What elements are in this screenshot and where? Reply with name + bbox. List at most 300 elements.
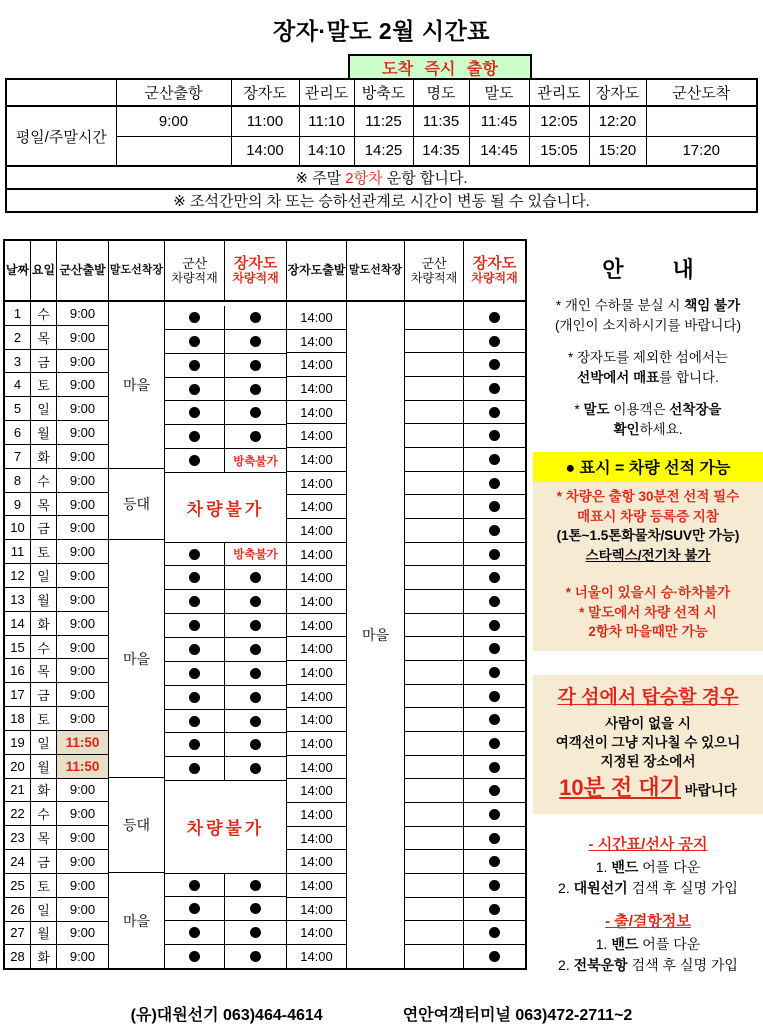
day-cell: 일	[31, 898, 56, 922]
empty-load-cell	[405, 945, 463, 968]
boarding-line: 사람이 없을 시	[605, 715, 691, 731]
date-cell: 7	[5, 445, 30, 469]
date-cell: 1	[5, 302, 30, 326]
time-cell: 12:20	[589, 106, 646, 136]
day-cell: 금	[31, 683, 56, 707]
vehicle-allowed-dot-icon	[189, 763, 200, 774]
right-jangja-load-cell	[464, 661, 525, 685]
jangja-load-cell	[225, 590, 286, 613]
time-cell: 15:05	[529, 136, 589, 166]
date-cell: 16	[5, 659, 30, 683]
gunsan-depart-cell: 9:00	[57, 922, 108, 946]
gunsan-depart-cell: 9:00	[57, 516, 108, 540]
jangja-load-cell	[225, 378, 286, 401]
date-cell: 10	[5, 516, 30, 540]
notice-line	[533, 368, 763, 388]
day-cell: 토	[31, 707, 56, 731]
page-title: 장자·말도 2월 시간표	[273, 18, 490, 44]
column-header	[225, 241, 286, 300]
vehicle-allowed-dot-icon	[250, 431, 261, 442]
text-segment: 밴드	[611, 935, 639, 952]
date-cell: 24	[5, 850, 30, 874]
day-cell: 금	[31, 350, 56, 374]
notice-group	[533, 348, 763, 388]
vehicle-allowed-dot-icon	[250, 360, 261, 371]
date-cell: 17	[5, 683, 30, 707]
band-section	[533, 911, 763, 976]
time-cell: 11:35	[413, 106, 469, 136]
text-segment: 선박에서 매표	[577, 370, 660, 385]
text-segment: 책임 불가	[684, 298, 741, 313]
empty-load-cell	[405, 424, 463, 448]
vehicle-allowed-dot-icon	[489, 478, 500, 489]
jangja-depart-cell: 14:00	[287, 353, 346, 377]
vehicle-allowed-dot-icon	[489, 336, 500, 347]
day-cell: 월	[31, 588, 56, 612]
text-segment: 운항 합니다.	[382, 170, 468, 187]
gunsan-load-cell	[165, 638, 225, 661]
gunsan-depart-cell: 9:00	[57, 493, 108, 517]
vehicle-allowed-dot-icon	[189, 596, 200, 607]
text-segment: ※ 주말	[295, 170, 346, 187]
notice-line	[533, 420, 763, 440]
day-cell: 월	[31, 922, 56, 946]
day-cell: 금	[31, 850, 56, 874]
time-cell: 11:00	[231, 106, 299, 136]
day-cell: 화	[37, 950, 50, 966]
jangja-depart-cell: 14:00	[287, 803, 346, 827]
jangja-depart-cell: 14:00	[287, 519, 346, 543]
jangja-load-cell	[225, 662, 286, 685]
vehicle-allowed-dot-icon	[189, 455, 200, 466]
jangja-load-cell	[225, 354, 286, 377]
gunsan-depart-cell: 9:00	[57, 850, 108, 874]
band-section-title: - 출/결항정보	[605, 912, 691, 930]
vehicle-allowed-dot-icon	[489, 620, 500, 631]
jangja-depart-cell: 14:00	[287, 637, 346, 661]
port-header-cell: 방축도	[354, 79, 413, 106]
jangja-load-cell	[225, 306, 286, 329]
column-cells	[165, 302, 286, 968]
vehicle-allowed-dot-icon	[189, 880, 200, 891]
gunsan-depart-cell: 9:00	[57, 373, 108, 397]
time-cell: 14:35	[413, 136, 469, 166]
date-cell: 8	[5, 469, 30, 493]
day-cell: 수	[31, 636, 56, 660]
text-segment: 하세요.	[639, 422, 683, 437]
gunsan-load-cell	[165, 449, 225, 472]
boarding-wait-box	[533, 675, 763, 814]
vehicle-allowed-dot-icon	[489, 762, 500, 773]
column-header: 말도선착장	[109, 241, 164, 302]
schedule-column	[347, 241, 405, 968]
jangja-depart-cell: 14:00	[287, 827, 346, 851]
vehicle-load-row	[165, 378, 286, 402]
vehicle-allowed-dot-icon	[250, 384, 261, 395]
vehicle-allowed-dot-icon	[489, 833, 500, 844]
vehicle-allowed-dot-icon	[189, 407, 200, 418]
band-step-line	[533, 934, 763, 955]
right-jangja-load-cell	[464, 330, 525, 354]
vehicle-allowed-dot-icon	[489, 856, 500, 867]
vehicle-allowed-dot-icon	[250, 880, 261, 891]
day-cell: 화	[31, 779, 56, 803]
vehicle-rule-line: * 말도에서 차량 선적 시	[579, 604, 717, 620]
boarding-line: 여객선이 그냥 지나칠 수 있으니	[555, 734, 741, 750]
timetable-note-line	[6, 166, 757, 189]
vehicle-load-row	[165, 354, 286, 378]
empty-load-cell	[405, 401, 463, 425]
empty-load-cell	[405, 472, 463, 496]
date-cell: 27	[5, 922, 30, 946]
port-header-cell: 관리도	[529, 79, 589, 106]
vehicle-allowed-dot-icon	[250, 763, 261, 774]
right-jangja-load-cell	[464, 472, 525, 496]
right-jangja-load-cell	[464, 614, 525, 638]
column-cells	[405, 302, 463, 968]
jangja-depart-cell: 14:00	[287, 495, 346, 519]
text-segment: 검색 후 실명 가입	[627, 879, 738, 896]
vehicle-load-row	[165, 710, 286, 734]
vehicle-banned-merged-cell: 차량불가	[165, 473, 286, 543]
weekday-weekend-label: 평일/주말시간	[6, 106, 116, 166]
terminal-phone: 연안여객터미널 063)472-2711~2	[402, 1006, 633, 1024]
date-cell: 26	[5, 898, 30, 922]
vehicle-allowed-dot-icon	[250, 336, 261, 347]
column-header	[464, 241, 525, 302]
gunsan-load-cell	[165, 306, 225, 329]
time-cell: 12:05	[529, 106, 589, 136]
day-cell: 수	[31, 302, 56, 326]
port-header-cell: 장자도	[231, 79, 299, 106]
notice-line	[533, 348, 763, 368]
vehicle-allowed-dot-icon	[489, 454, 500, 465]
empty-load-cell	[405, 330, 463, 354]
gunsan-depart-cell: 9:00	[57, 445, 108, 469]
empty-load-cell	[405, 661, 463, 685]
gunsan-load-cell	[165, 614, 225, 637]
monthly-schedule-table	[3, 239, 527, 970]
text-segment: 를 합니다.	[659, 370, 719, 385]
schedule-column	[287, 241, 347, 968]
vehicle-rule-line: (1톤~1.5톤화물차/SUV만 가능)	[556, 528, 740, 543]
timetable-note-row	[6, 166, 757, 189]
weekly-timetable-table	[5, 78, 758, 213]
vehicle-rule-line: 2항차 마을때만 가능	[588, 624, 708, 639]
gunsan-depart-cell: 9:00	[57, 707, 108, 731]
text-segment: 말도	[583, 402, 610, 417]
jangja-load-cell	[225, 543, 286, 566]
vehicle-allowed-dot-icon	[489, 714, 500, 725]
gunsan-depart-cell: 9:00	[69, 949, 96, 965]
gunsan-load-cell	[165, 354, 225, 377]
vehicle-banned-merged-cell: 차량불가	[165, 781, 286, 873]
gunsan-load-cell	[165, 330, 225, 353]
gunsan-depart-cell: 9:00	[57, 898, 108, 922]
right-jangja-load-cell	[464, 708, 525, 732]
dock-group-cell: 마을	[109, 540, 164, 777]
empty-load-cell	[405, 495, 463, 519]
time-cell	[646, 106, 757, 136]
vehicle-allowed-dot-icon	[489, 312, 500, 323]
jangja-depart-cell: 14:00	[287, 330, 346, 354]
right-jangja-load-cell	[464, 448, 525, 472]
jangja-load-cell	[225, 401, 286, 424]
gunsan-load-cell	[165, 945, 225, 968]
vehicle-allowed-dot-icon	[250, 951, 261, 962]
jangja-depart-cell: 14:00	[287, 566, 346, 590]
vehicle-allowed-dot-icon	[250, 903, 261, 914]
vehicle-allowed-dot-icon	[489, 809, 500, 820]
vehicle-load-row	[165, 897, 286, 921]
port-header-cell: 관리도	[299, 79, 354, 106]
gunsan-depart-cell: 9:00	[57, 588, 108, 612]
jangja-depart-cell: 14:00	[287, 732, 346, 756]
right-jangja-load-cell	[464, 874, 525, 898]
vehicle-load-row	[165, 638, 286, 662]
vehicle-allowed-dot-icon	[189, 360, 200, 371]
column-header: 날짜	[5, 241, 30, 302]
right-jangja-load-cell	[464, 424, 525, 448]
vehicle-allowed-dot-icon	[489, 951, 500, 962]
jangja-depart-cell: 14:00	[287, 306, 346, 330]
gunsan-depart-cell: 9:00	[57, 397, 108, 421]
day-cell: 일	[31, 397, 56, 421]
time-cell	[116, 136, 231, 166]
day-cell: 수	[31, 469, 56, 493]
text-segment: 2.	[558, 879, 574, 896]
vehicle-allowed-dot-icon	[489, 785, 500, 796]
vehicle-allowed-dot-icon	[489, 572, 500, 583]
jangja-depart-cell: 14:00	[287, 448, 346, 472]
text-segment: 2.	[558, 956, 574, 973]
vehicle-allowed-dot-icon	[189, 312, 200, 323]
vehicle-load-row	[165, 590, 286, 614]
right-jangja-load-cell	[464, 850, 525, 874]
vehicle-allowed-dot-icon	[189, 739, 200, 750]
notice-line	[533, 296, 763, 316]
port-header-cell: 명도	[413, 79, 469, 106]
notice-title: 안 내	[602, 257, 694, 282]
jangja-load-cell	[225, 614, 286, 637]
date-cell: 6	[5, 421, 30, 445]
time-cell: 14:00	[231, 136, 299, 166]
jangja-load-cell	[225, 874, 286, 897]
gunsan-depart-cell: 9:00	[57, 350, 108, 374]
empty-load-cell	[405, 566, 463, 590]
schedule-column	[165, 241, 287, 968]
jangja-depart-cell: 14:00	[287, 874, 346, 898]
right-jangja-load-cell	[464, 306, 525, 330]
date-cell: 28	[10, 949, 25, 965]
column-header: 말도선착장	[347, 241, 404, 302]
jangja-depart-cell: 14:00	[300, 948, 333, 964]
text-segment: 전북운항	[573, 956, 628, 973]
vehicle-allowed-dot-icon	[489, 880, 500, 891]
vehicle-allowed-dot-icon	[189, 549, 200, 560]
timetable-corner-cell	[6, 79, 116, 106]
date-cell: 12	[5, 564, 30, 588]
port-header-cell: 군산도착	[646, 79, 757, 106]
time-cell: 17:20	[646, 136, 757, 166]
vehicle-allowed-dot-icon	[489, 525, 500, 536]
vehicle-load-row	[165, 306, 286, 330]
column-header-bottom: 차량적재	[471, 270, 518, 285]
day-cell: 목	[31, 659, 56, 683]
ferry-company-phone: (유)대원선기 063)464-4614	[130, 1006, 323, 1024]
jangja-load-cell	[225, 686, 286, 709]
vehicle-load-row	[165, 449, 286, 473]
vehicle-allowed-dot-icon	[189, 692, 200, 703]
column-cells	[109, 302, 164, 968]
arrival-immediate-departure-badge: 도착 즉시 출항	[348, 54, 532, 80]
column-cells	[5, 302, 30, 968]
empty-load-cell	[405, 543, 463, 567]
jangja-load-cell	[225, 710, 286, 733]
vehicle-allowed-dot-icon	[189, 716, 200, 727]
vehicle-allowed-dot-icon	[489, 927, 500, 938]
text-segment: 밴드	[611, 858, 639, 875]
vehicle-allowed-dot-icon	[189, 431, 200, 442]
column-header-top: 군산	[421, 255, 447, 271]
vehicle-allowed-dot-icon	[489, 738, 500, 749]
jangja-depart-cell: 14:00	[287, 472, 346, 496]
trip1-row	[6, 106, 757, 136]
time-cell: 15:20	[589, 136, 646, 166]
vehicle-load-row	[165, 330, 286, 354]
day-cell: 토	[31, 874, 56, 898]
right-jangja-load-cell	[464, 519, 525, 543]
vehicle-allowed-dot-icon	[189, 903, 200, 914]
date-cell: 15	[5, 636, 30, 660]
day-cell: 목	[31, 326, 56, 350]
vehicle-allowed-dot-icon	[250, 739, 261, 750]
gunsan-load-cell	[165, 543, 225, 566]
bangchuk-banned-label: 방축불가	[233, 549, 278, 562]
vehicle-allowed-dot-icon	[489, 667, 500, 678]
schedule-column	[57, 241, 109, 968]
right-jangja-load-cell	[464, 353, 525, 377]
jangja-load-cell	[225, 897, 286, 920]
date-cell: 2	[5, 326, 30, 350]
vehicle-allowed-dot-icon	[189, 668, 200, 679]
right-jangja-load-cell	[464, 685, 525, 709]
notice-group	[533, 400, 763, 440]
gunsan-load-cell	[165, 378, 225, 401]
gunsan-depart-cell: 9:00	[57, 421, 108, 445]
time-cell: 11:25	[354, 106, 413, 136]
empty-load-cell	[405, 827, 463, 851]
column-header-bottom: 차량적재	[410, 270, 458, 285]
jangja-depart-cell: 14:00	[287, 614, 346, 638]
date-cell: 18	[5, 707, 30, 731]
empty-load-cell	[405, 898, 463, 922]
column-cells	[57, 302, 108, 968]
column-header	[405, 241, 463, 302]
jangja-load-cell	[225, 330, 286, 353]
right-jangja-load-cell	[464, 590, 525, 614]
vehicle-allowed-dot-icon	[250, 572, 261, 583]
vehicle-allowed-dot-icon	[489, 549, 500, 560]
band-step-line	[533, 955, 763, 976]
right-jangja-load-cell	[464, 921, 525, 945]
gunsan-depart-cell: 9:00	[57, 612, 108, 636]
boarding-line: 지정된 장소에서	[600, 753, 696, 769]
port-header-cell: 군산출항	[116, 79, 231, 106]
right-jangja-load-cell	[464, 898, 525, 922]
vehicle-rule-line: 매표시 차량 등록증 지참	[577, 508, 719, 524]
right-jangja-load-cell	[464, 495, 525, 519]
schedule-column	[464, 241, 525, 968]
gunsan-load-cell	[165, 874, 225, 897]
band-info-sections	[533, 834, 763, 988]
time-cell: 11:10	[299, 106, 354, 136]
port-header-cell: 말도	[469, 79, 529, 106]
date-cell: 5	[5, 397, 30, 421]
empty-load-cell	[405, 803, 463, 827]
empty-load-cell	[405, 921, 463, 945]
vehicle-load-row	[165, 874, 286, 898]
gunsan-load-cell	[165, 733, 225, 756]
gunsan-load-cell	[165, 590, 225, 613]
vehicle-allowed-dot-icon	[250, 927, 261, 938]
jangja-load-cell	[225, 945, 286, 968]
gunsan-depart-cell: 9:00	[57, 302, 108, 326]
vehicle-allowed-dot-icon	[489, 359, 500, 370]
timetable-note-row	[6, 189, 757, 212]
jangja-depart-cell: 14:00	[287, 685, 346, 709]
gunsan-load-cell	[165, 425, 225, 448]
text-segment: ※ 조석간만의 차 또는 승하선관계로 시간이 변동 될 수 있습니다.	[173, 193, 590, 210]
vehicle-allowed-dot-icon	[250, 692, 261, 703]
vehicle-headers	[165, 241, 286, 302]
vehicle-allowed-dot-icon	[489, 904, 500, 915]
schedule-column	[109, 241, 165, 968]
vehicle-load-row	[165, 921, 286, 945]
jangja-depart-cell: 14:00	[287, 921, 346, 945]
vehicle-load-row	[165, 566, 286, 590]
gunsan-depart-cell: 9:00	[57, 683, 108, 707]
column-cells	[464, 302, 525, 968]
column-cells	[347, 302, 404, 968]
right-jangja-load-cell	[464, 779, 525, 803]
date-cell: 14	[5, 612, 30, 636]
right-jangja-load-cell	[464, 732, 525, 756]
gunsan-load-cell	[165, 401, 225, 424]
right-jangja-load-cell	[464, 827, 525, 851]
jangja-load-cell	[225, 733, 286, 756]
jangja-load-cell	[225, 921, 286, 944]
day-cell: 목	[31, 493, 56, 517]
vehicle-load-row	[165, 614, 286, 638]
empty-load-cell	[405, 377, 463, 401]
empty-load-cell	[405, 874, 463, 898]
vehicle-load-row	[165, 945, 286, 968]
schedule-column	[5, 241, 31, 968]
notice-line	[533, 400, 763, 420]
right-jangja-load-cell	[464, 945, 525, 968]
gunsan-load-cell	[165, 710, 225, 733]
gunsan-depart-cell: 9:00	[57, 874, 108, 898]
vehicle-rules-box	[533, 482, 763, 651]
column-header	[165, 241, 225, 300]
day-cell: 수	[31, 802, 56, 826]
right-jangja-load-cell	[464, 756, 525, 780]
gunsan-depart-cell: 9:00	[57, 564, 108, 588]
jangja-load-cell	[225, 425, 286, 448]
gunsan-load-cell	[165, 566, 225, 589]
vehicle-allowed-dot-icon	[189, 927, 200, 938]
